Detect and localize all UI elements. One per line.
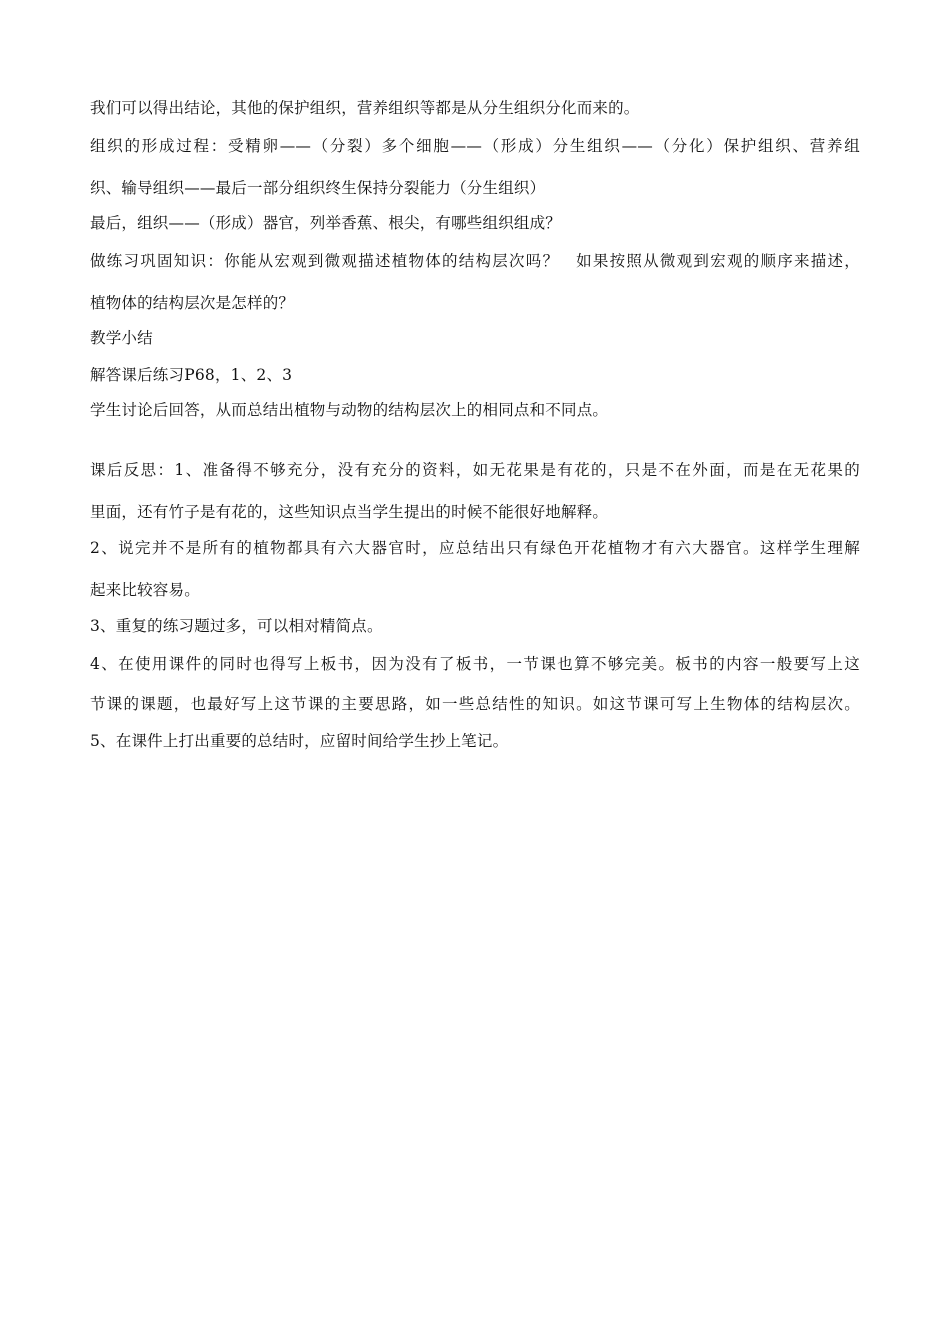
reflection-line-3: 2、说完并不是所有的植物都具有六大器官时，应总结出只有绿色开花植物才有六大器官。这样学生理解 xyxy=(90,539,860,557)
paragraph-line-2: 组织的形成过程：受精卵——（分裂）多个细胞——（形成）分生组织——（分化）保护组织、营养组 xyxy=(90,137,860,155)
reflection-line-5: 3、重复的练习题过多，可以相对精简点。 xyxy=(90,617,383,635)
reflection-line-6: 4、在使用课件的同时也得写上板书，因为没有了板书，一节课也算不够完美。板书的内容一般要写上这 xyxy=(90,655,860,673)
paragraph-line-3: 织、输导组织——最后一部分组织终生保持分裂能力（分生组织） xyxy=(90,179,546,197)
reflection-line-2: 里面，还有竹子是有花的，这些知识点当学生提出的时候不能很好地解释。 xyxy=(90,503,609,521)
section-heading-summary: 教学小结 xyxy=(90,329,153,347)
paragraph-line-8: 解答课后练习P68，1、2、3 xyxy=(90,366,293,384)
paragraph-line-5: 做练习巩固知识：你能从宏观到微观描述植物体的结构层次吗？ 如果按照从微观到宏观的顺序来描述， xyxy=(90,252,860,270)
paragraph-line-4: 最后，组织——（形成）器官，列举香蕉、根尖，有哪些组织组成？ xyxy=(90,214,562,232)
paragraph-line-9: 学生讨论后回答，从而总结出植物与动物的结构层次上的相同点和不同点。 xyxy=(90,401,609,419)
reflection-line-8: 5、在课件上打出重要的总结时，应留时间给学生抄上笔记。 xyxy=(90,732,509,750)
reflection-line-4: 起来比较容易。 xyxy=(90,581,200,599)
reflection-line-7: 节课的课题，也最好写上这节课的主要思路，如一些总结性的知识。如这节课可写上生物体的结构层次。 xyxy=(90,695,860,713)
reflection-line-1: 课后反思：1、准备得不够充分，没有充分的资料，如无花果是有花的，只是不在外面，而是在无花果的 xyxy=(90,461,860,479)
paragraph-line-6: 植物体的结构层次是怎样的？ xyxy=(90,294,295,312)
paragraph-line-1: 我们可以得出结论，其他的保护组织，营养组织等都是从分生组织分化而来的。 xyxy=(90,99,640,117)
